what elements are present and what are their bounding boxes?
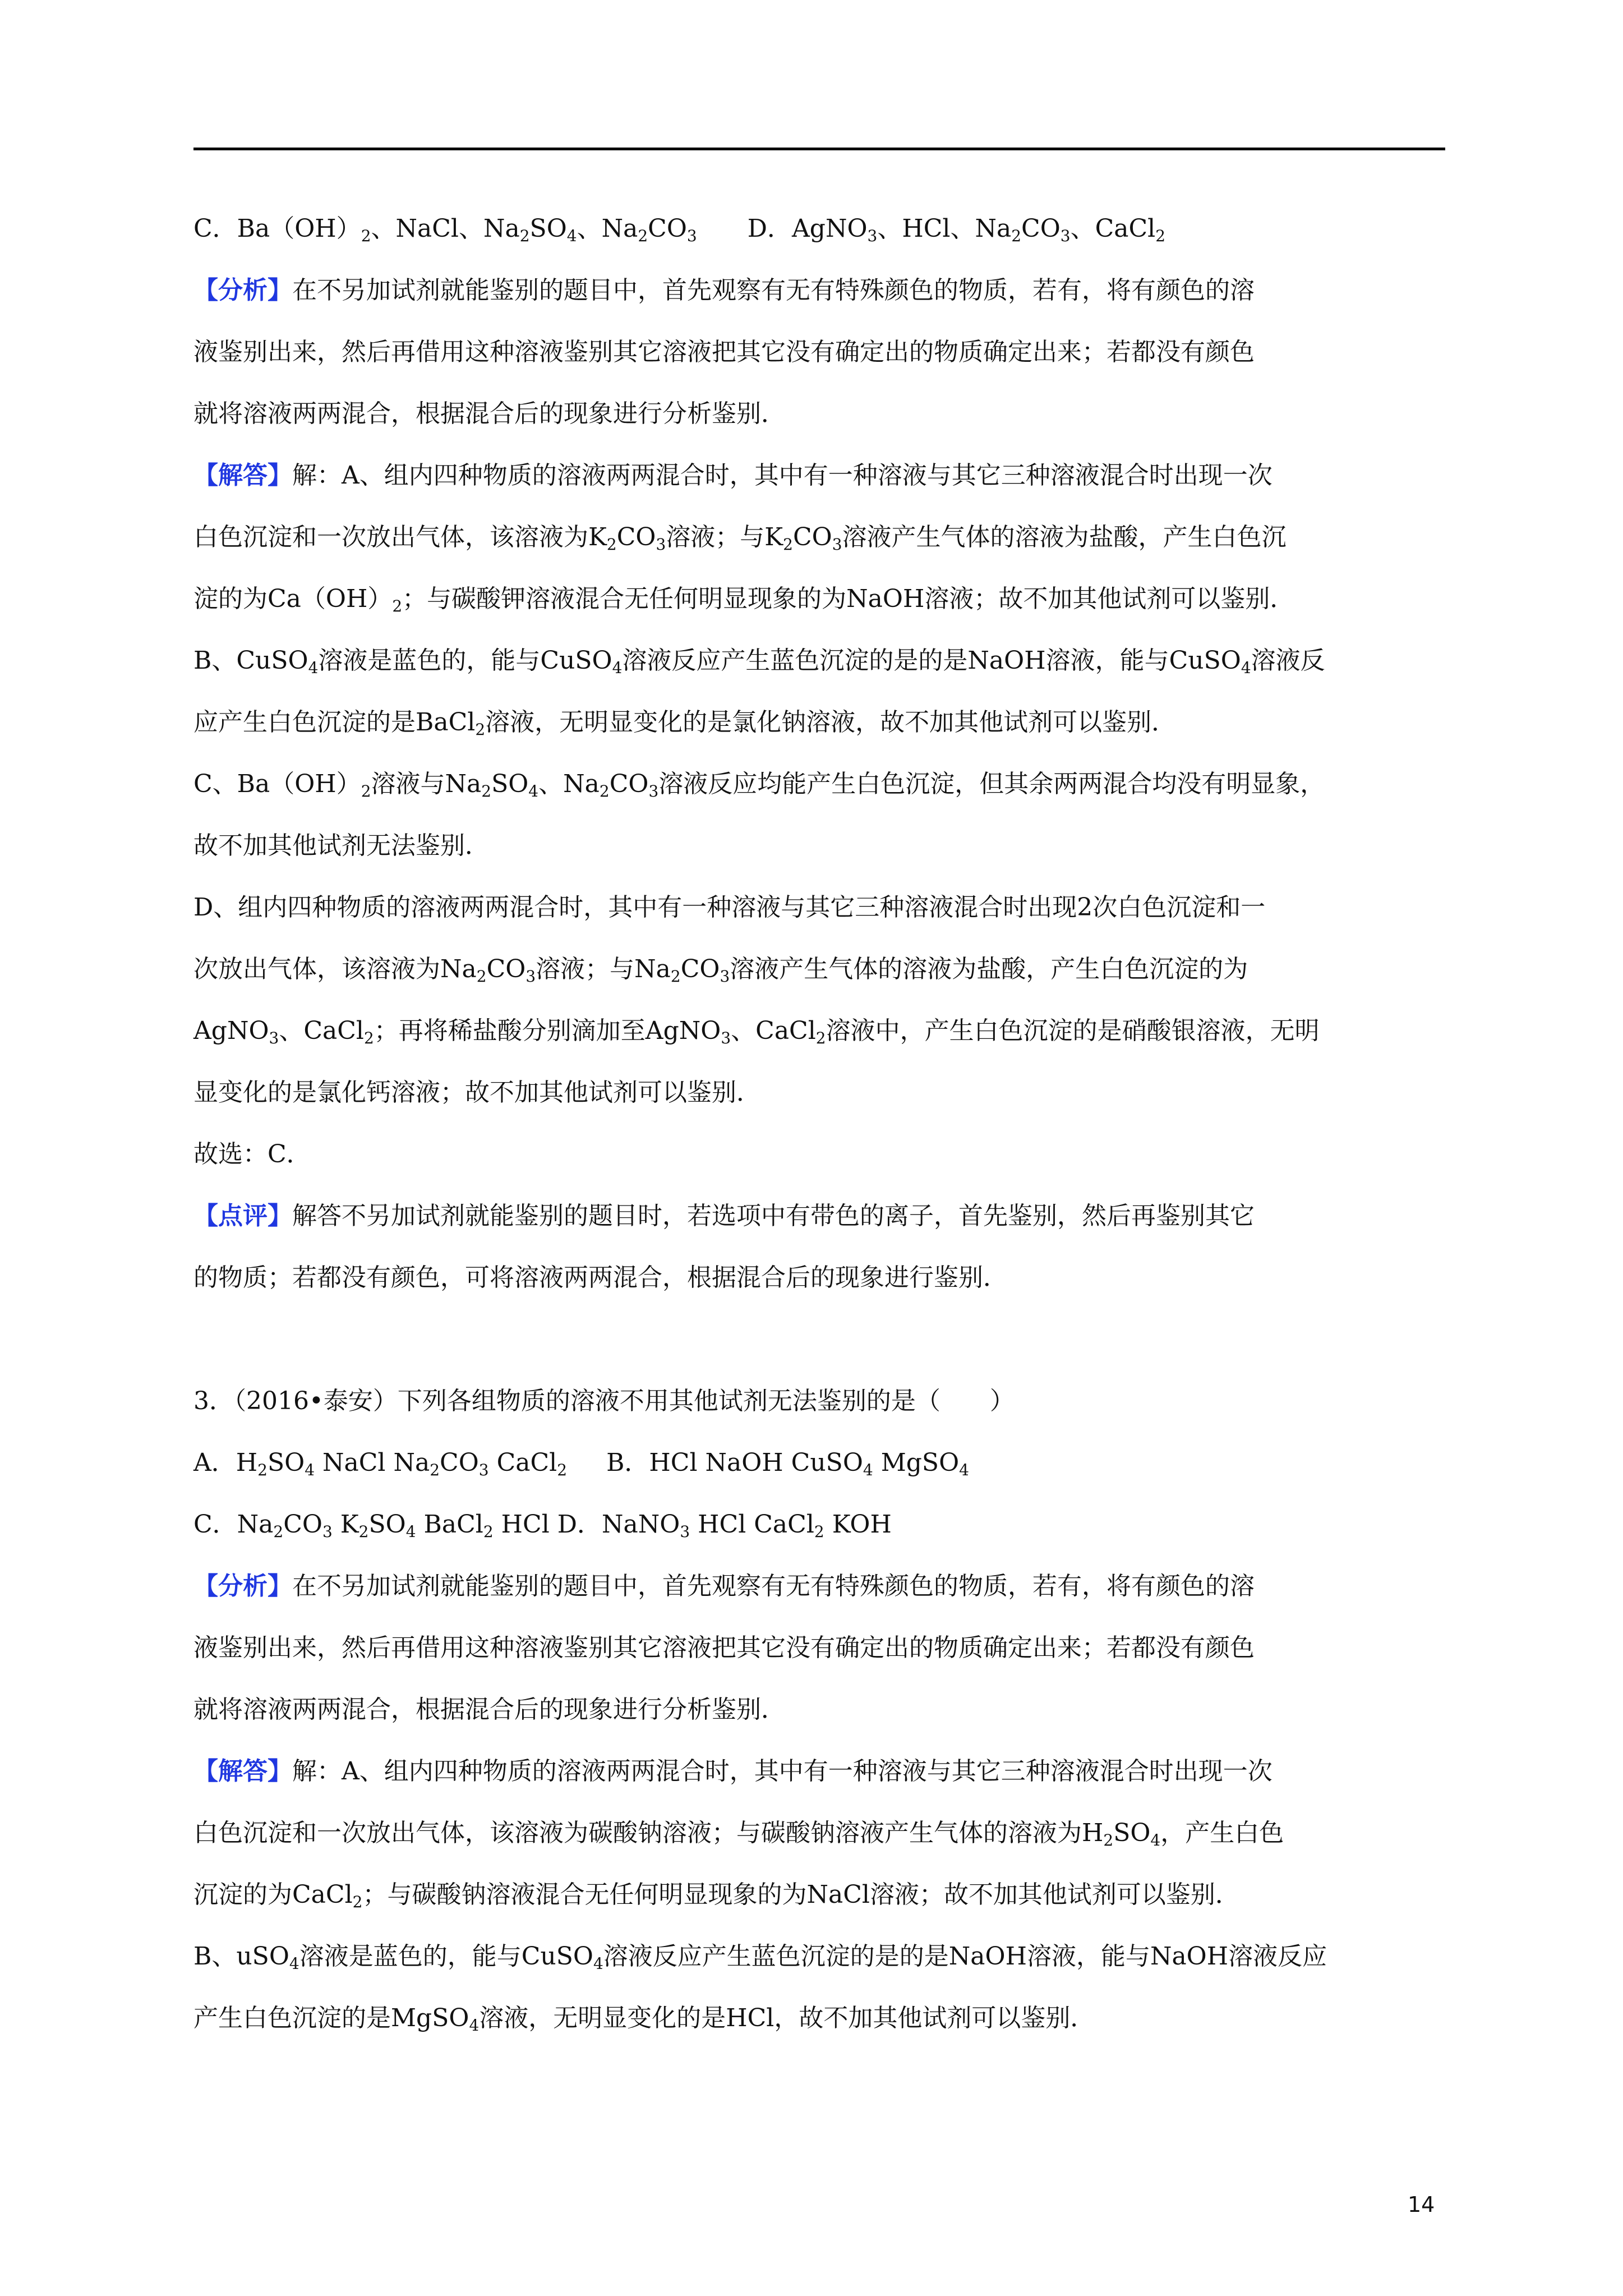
analysis-line-2: 液鉴别出来，然后再借用这种溶液鉴别其它溶液把其它没有确定出的物质确定出来；若都没有颜色	[193, 338, 1255, 366]
question-3-stem: 3．（2016•泰安）下列各组物质的溶液不用其他试剂无法鉴别的是（ ）	[193, 1387, 1015, 1415]
analysis-line-1: 【分析】在不另加试剂就能鉴别的题目中，首先观察有无有特殊颜色的物质，若有，将有颜色的溶	[193, 276, 1255, 305]
question-3-options-a-b: A．$H_2SO_4$ NaCl $Na_2CO_3$ CaCl$_2$ B．HCl NaOH CuSO$_4$ MgSO$_4$	[193, 1448, 969, 1479]
option-line-c-d: C．$Ba(OH)_2$、NaCl、$Na_2SO_4$、$Na_2CO_3$ D．AgNO$_3$、HCl、$Na_2CO_3$、CaCl$_2$	[193, 214, 1166, 245]
q3-answer-line-3: 沉淀的为CaCl$_2$；与碳酸钠溶液混合无任何明显现象的为NaCl溶液；故不加其他试剂可以鉴别．	[193, 1880, 1240, 1911]
page-number: 14	[1408, 2192, 1435, 2217]
comment-line-2: 的物质；若都没有颜色，可将溶液两两混合，根据混合后的现象进行鉴别．	[193, 1263, 1008, 1292]
q3-answer-line-2: 白色沉淀和一次放出气体，该溶液为碳酸钠溶液；与碳酸钠溶液产生气体的溶液为$H_2SO_4$，产生白色	[193, 1819, 1284, 1849]
choice-line: 故选：C．	[193, 1140, 311, 1168]
answer-line-9: 次放出气体，该溶液为$Na_2CO_3$溶液；与$Na_2CO_3$溶液产生气体的溶液为盐酸，产生白色沉淀的为	[193, 955, 1248, 986]
answer-line-7: 故不加其他试剂无法鉴别．	[193, 831, 490, 860]
header-rule	[193, 148, 1445, 150]
analysis-tag: 【分析】	[193, 276, 292, 305]
answer-line-8: D、组内四种物质的溶液两两混合时，其中有一种溶液与其它三种溶液混合时出现2次白色沉淀和一	[193, 893, 1266, 922]
answer-line-10: AgNO$_3$、CaCl$_2$；再将稀盐酸分别滴加至AgNO$_3$、CaCl$_2$溶液中，产生白色沉淀的是硝酸银溶液，无明	[193, 1016, 1320, 1047]
q3-analysis-line-2: 液鉴别出来，然后再借用这种溶液鉴别其它溶液把其它没有确定出的物质确定出来；若都没有颜色	[193, 1634, 1255, 1662]
q3-analysis-line-1: 【分析】在不另加试剂就能鉴别的题目中，首先观察有无有特殊颜色的物质，若有，将有颜色的溶	[193, 1572, 1255, 1600]
answer-line-2: 白色沉淀和一次放出气体，该溶液为$K_2CO_3$溶液；与$K_2CO_3$溶液产生气体的溶液为盐酸，产生白色沉	[193, 523, 1287, 554]
analysis-line-3: 就将溶液两两混合，根据混合后的现象进行分析鉴别．	[193, 399, 786, 428]
analysis-tag: 【分析】	[193, 1572, 292, 1600]
q3-answer-line-4: B、uSO$_4$溶液是蓝色的，能与CuSO$_4$溶液反应产生蓝色沉淀的是的是NaOH溶液，能与NaOH溶液反应	[193, 1942, 1327, 1973]
answer-line-4: B、CuSO$_4$溶液是蓝色的，能与CuSO$_4$溶液反应产生蓝色沉淀的是的是NaOH溶液，能与CuSO$_4$溶液反	[193, 646, 1325, 677]
answer-line-11: 显变化的是氯化钙溶液；故不加其他试剂可以鉴别．	[193, 1078, 761, 1107]
answer-line-1: 【解答】解：A、组内四种物质的溶液两两混合时，其中有一种溶液与其它三种溶液混合时出现一次	[193, 461, 1272, 490]
question-3-options-c-d: C．$Na_2CO_3$ $K_2SO_4$ BaCl$_2$ HCl D．NaNO$_3$ HCl CaCl$_2$ KOH	[193, 1510, 892, 1541]
q3-answer-line-1: 【解答】解：A、组内四种物质的溶液两两混合时，其中有一种溶液与其它三种溶液混合时出现一次	[193, 1757, 1272, 1786]
comment-tag: 【点评】	[193, 1202, 292, 1230]
answer-line-3: 淀的为$Ca(OH)_2$；与碳酸钾溶液混合无任何明显现象的为NaOH溶液；故不加其他试剂可以鉴别．	[193, 585, 1295, 615]
answer-line-5: 应产生白色沉淀的是BaCl$_2$溶液，无明显变化的是氯化钠溶液，故不加其他试剂可以鉴别．	[193, 708, 1177, 739]
answer-tag: 【解答】	[193, 461, 292, 490]
q3-analysis-line-3: 就将溶液两两混合，根据混合后的现象进行分析鉴别．	[193, 1695, 786, 1724]
comment-line-1: 【点评】解答不另加试剂就能鉴别的题目时，若选项中有带色的离子，首先鉴别，然后再鉴别其它	[193, 1202, 1255, 1230]
answer-tag: 【解答】	[193, 1757, 292, 1786]
answer-line-6: C、$Ba(OH)_2$溶液与$Na_2SO_4$、$Na_2CO_3$溶液反应均能产生白色沉淀，但其余两两混合均没有明显象，	[193, 770, 1325, 800]
q3-answer-line-5: 产生白色沉淀的是MgSO$_4$溶液，无明显变化的是HCl，故不加其他试剂可以鉴别．	[193, 2004, 1095, 2035]
